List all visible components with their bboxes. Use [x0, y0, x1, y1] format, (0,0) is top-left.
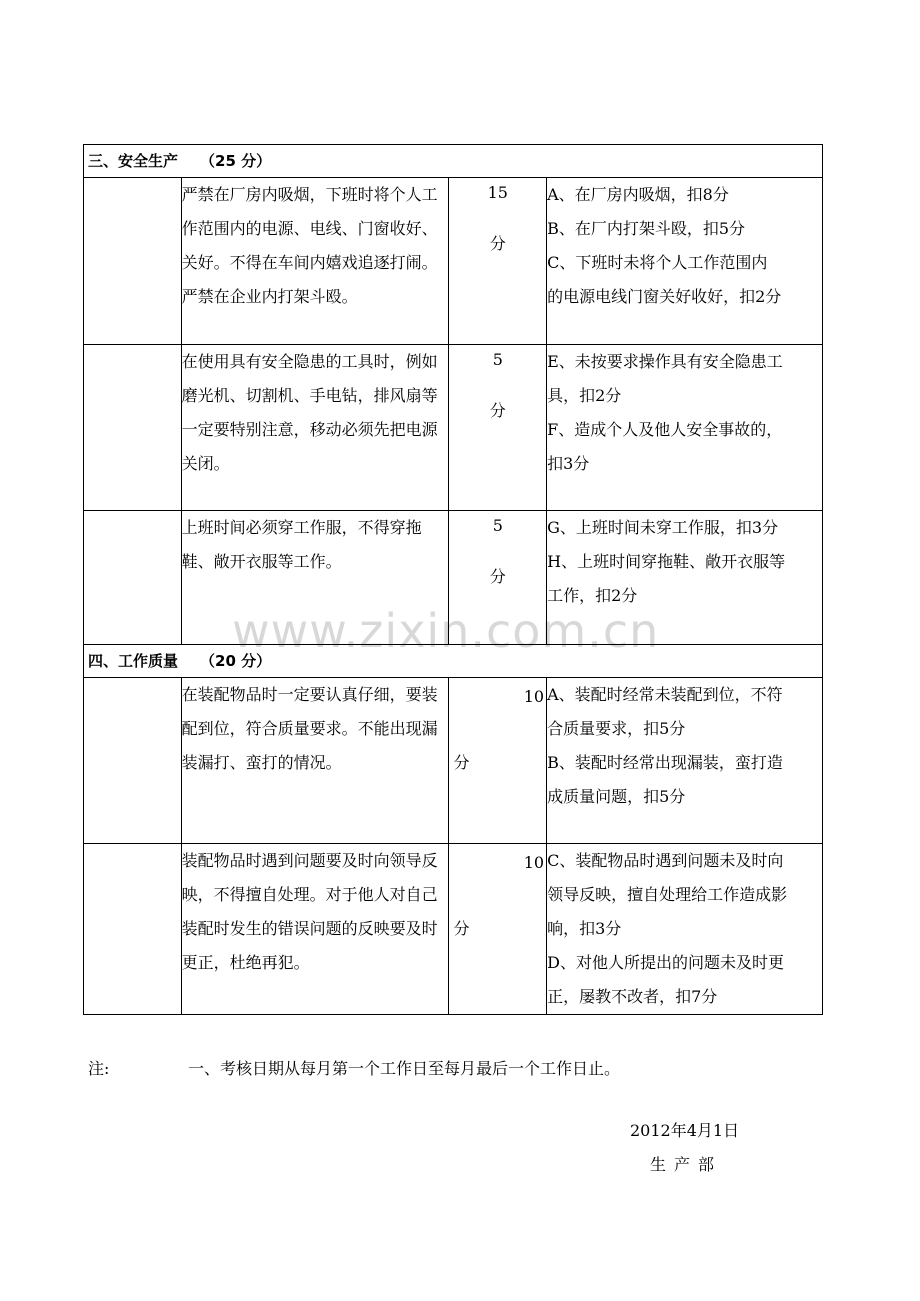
issue-date: 2012年4月1日 — [630, 1121, 740, 1140]
criteria-line: H、上班时间穿拖鞋、敞开衣服等 — [547, 552, 786, 571]
criteria-cell — [547, 844, 823, 1015]
criteria-line: F、造成个人及他人安全事故的， — [547, 420, 783, 439]
requirement-text: 上班时间必须穿工作服，不得穿拖鞋、敞开衣服等工作。 — [181, 511, 449, 645]
score-unit: 分 — [489, 401, 506, 420]
score-unit: 分 — [489, 567, 506, 586]
score-cell — [449, 345, 547, 511]
criteria-line: C、下班时未将个人工作范围内 — [547, 253, 768, 272]
criteria-line: 的电源电线门窗关好收好，扣2分 — [547, 287, 782, 306]
criteria-line: 成质量问题，扣5分 — [547, 787, 686, 806]
criteria-line: 扣3分 — [547, 454, 590, 473]
score-value: 15 — [487, 183, 508, 202]
score-cell — [449, 178, 547, 345]
score-cell — [449, 511, 547, 645]
criteria-line: 合质量要求，扣5分 — [547, 719, 686, 738]
criteria-line: A、装配时经常未装配到位，不符 — [547, 685, 783, 704]
criteria-cell — [547, 678, 823, 844]
criteria-cell — [547, 511, 823, 645]
criteria-line: C、装配物品时遇到问题未及时向 — [547, 851, 784, 870]
score-value: 10 — [523, 687, 545, 706]
criteria-line: 领导反映，擅自处理给工作造成影 — [547, 885, 788, 904]
assessment-table — [83, 144, 823, 1015]
score-unit: 分 — [453, 919, 470, 938]
section-title: 四、工作质量 — [88, 652, 179, 670]
requirement-text: 在使用具有安全隐患的工具时，例如磨光机、切割机、手电钻，排风扇等一定要特别注意，移动必须先把电源关闭。 — [181, 345, 449, 511]
table-row — [84, 345, 823, 511]
score-value: 10 — [523, 853, 545, 872]
criteria-line: 具，扣2分 — [547, 386, 622, 405]
criteria-line: 正，屡教不改者，扣7分 — [547, 987, 718, 1006]
empty-cell — [84, 345, 182, 511]
criteria-line: 工作，扣2分 — [547, 586, 638, 605]
note-text: 一、考核日期从每月第一个工作日至每月最后一个工作日止。 — [188, 1059, 621, 1078]
score-value: 5 — [492, 350, 503, 369]
watermark: www.zixin.com.cn — [232, 604, 660, 658]
score-cell — [449, 844, 547, 1015]
criteria-line: D、对他人所提出的问题未及时更 — [547, 953, 784, 972]
section-points: （20 分） — [200, 652, 272, 670]
section-title-cell — [84, 645, 823, 678]
table-row — [84, 511, 823, 645]
requirement-text: 严禁在厂房内吸烟，下班时将个人工作范围内的电源、电线、门窗收好、关好。不得在车间内嬉戏追逐打闹。严禁在企业内打架斗殴。 — [181, 178, 449, 345]
criteria-line: 响，扣3分 — [547, 919, 622, 938]
criteria-line: B、在厂内打架斗殴，扣5分 — [547, 219, 746, 238]
criteria-line: B、装配时经常出现漏装，蛮打造 — [547, 753, 783, 772]
score-value: 5 — [492, 516, 503, 535]
section-header-safety — [84, 145, 823, 178]
table-row — [84, 844, 823, 1015]
criteria-cell — [547, 345, 823, 511]
section-header-quality — [84, 645, 823, 678]
section-points: （25 分） — [200, 152, 272, 170]
section-title-cell — [84, 145, 823, 178]
criteria-line: G、上班时间未穿工作服，扣3分 — [547, 518, 779, 537]
criteria-line: A、在厂房内吸烟，扣8分 — [547, 185, 729, 204]
empty-cell — [84, 511, 182, 645]
empty-cell — [84, 678, 182, 844]
criteria-cell — [547, 178, 823, 345]
table-row — [84, 178, 823, 345]
score-unit: 分 — [453, 753, 470, 772]
score-unit: 分 — [489, 234, 506, 253]
empty-cell — [84, 844, 182, 1015]
criteria-line: E、未按要求操作具有安全隐患工 — [547, 352, 783, 371]
note-label: 注: — [88, 1059, 110, 1078]
requirement-text: 装配物品时遇到问题要及时向领导反映，不得擅自处理。对于他人对自己装配时发生的错误问题的反映要及时更正，杜绝再犯。 — [181, 844, 449, 1015]
table-row — [84, 678, 823, 844]
score-cell — [449, 678, 547, 844]
section-title: 三、安全生产 — [88, 152, 179, 170]
empty-cell — [84, 178, 182, 345]
department: 生产部 — [650, 1155, 723, 1174]
requirement-text: 在装配物品时一定要认真仔细，要装配到位，符合质量要求。不能出现漏装漏打、蛮打的情况。 — [181, 678, 449, 844]
